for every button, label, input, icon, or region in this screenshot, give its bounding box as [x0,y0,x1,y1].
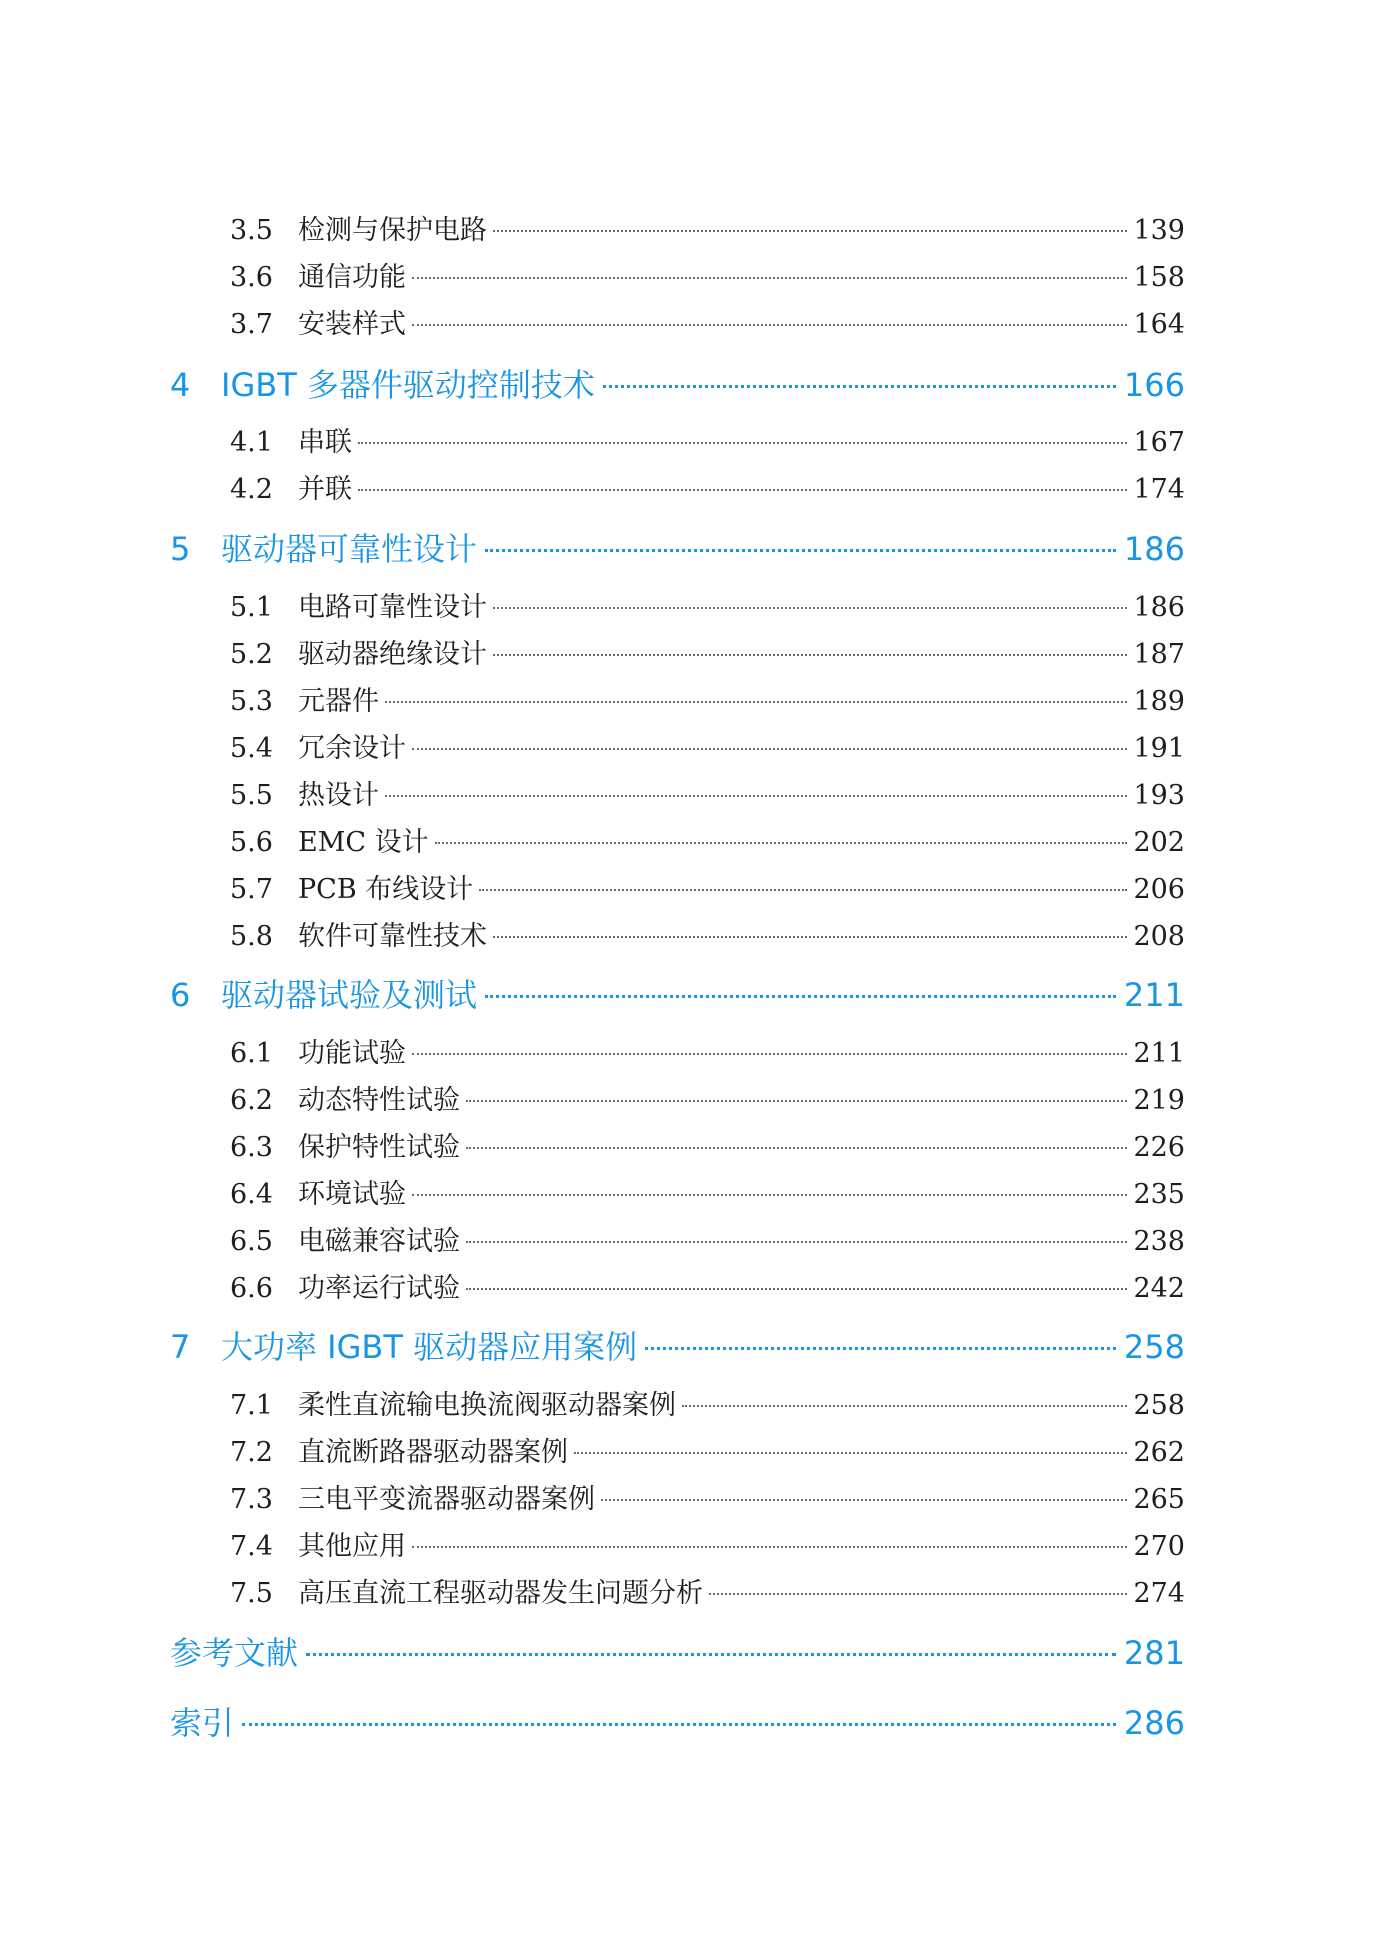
toc-section-entry[interactable] [230,302,1185,342]
entry-number: 6.6 [230,1273,273,1304]
toc-chapter-entry[interactable] [170,970,1185,1018]
entry-number: 6.1 [230,1038,273,1069]
entry-title: 冗余设计 [298,733,406,764]
entry-title: 环境试验 [298,1179,406,1210]
toc-section-entry[interactable] [230,1430,1185,1470]
entry-title: 保护特性试验 [298,1132,460,1163]
entry-page-number: 158 [1133,262,1185,293]
entry-number: 7.2 [230,1437,273,1468]
dot-leader [479,889,1127,891]
dot-leader [466,1147,1127,1149]
entry-number: 5.2 [230,639,273,670]
entry-number: 5.6 [230,827,273,858]
entry-page-number: 219 [1133,1085,1185,1116]
entry-number: 7.3 [230,1484,273,1515]
entry-number: 7.1 [230,1390,273,1421]
dot-leader [645,1347,1116,1350]
toc-section-entry[interactable] [230,1571,1185,1611]
entry-title: 驱动器绝缘设计 [298,639,487,670]
entry-number: 5.5 [230,780,273,811]
toc-section-entry[interactable] [230,773,1185,813]
entry-title: 软件可靠性技术 [298,921,487,952]
toc-chapter-entry[interactable] [170,1628,1185,1676]
dot-leader [493,230,1127,232]
entry-title: EMC 设计 [298,827,429,858]
entry-page-number: 286 [1123,1704,1185,1742]
entry-page-number: 187 [1133,639,1185,670]
entry-title: 电路可靠性设计 [298,592,487,623]
entry-title: 驱动器可靠性设计 [221,530,478,568]
dot-leader [412,1053,1127,1055]
entry-title: 其他应用 [298,1531,406,1562]
dot-leader [358,489,1127,491]
toc-chapter-entry[interactable] [170,360,1185,408]
entry-title: 大功率 IGBT 驱动器应用案例 [221,1328,638,1366]
toc-section-entry[interactable] [230,679,1185,719]
entry-title: 功率运行试验 [298,1273,460,1304]
entry-number: 5.7 [230,874,273,905]
entry-title: 索引 [170,1704,235,1742]
entry-page-number: 206 [1133,874,1185,905]
entry-number: 7.4 [230,1531,273,1562]
dot-leader [493,607,1127,609]
entry-title: 参考文献 [170,1634,299,1672]
dot-leader [242,1723,1116,1726]
entry-title: 安装样式 [298,309,406,340]
entry-page-number: 167 [1133,427,1185,458]
toc-section-entry[interactable] [230,1078,1185,1118]
toc-section-entry[interactable] [230,1266,1185,1306]
dot-leader [412,324,1127,326]
entry-page-number: 238 [1133,1226,1185,1257]
entry-page-number: 235 [1133,1179,1185,1210]
toc-section-entry[interactable] [230,1031,1185,1071]
dot-leader [466,1100,1127,1102]
toc-section-entry[interactable] [230,467,1185,507]
entry-page-number: 202 [1133,827,1185,858]
toc-chapter-entry[interactable] [170,1322,1185,1370]
dot-leader [385,795,1127,797]
entry-page-number: 265 [1133,1484,1185,1515]
entry-number: 5 [170,530,191,568]
entry-page-number: 258 [1123,1328,1185,1366]
toc-section-entry[interactable] [230,1524,1185,1564]
dot-leader [574,1452,1127,1454]
entry-title: 功能试验 [298,1038,406,1069]
toc-section-entry[interactable] [230,914,1185,954]
dot-leader [601,1499,1127,1501]
toc-section-entry[interactable] [230,1477,1185,1517]
entry-number: 3.7 [230,309,273,340]
entry-page-number: 258 [1133,1390,1185,1421]
entry-number: 6 [170,976,191,1014]
dot-leader [466,1288,1127,1290]
dot-leader [435,842,1128,844]
dot-leader [709,1593,1127,1595]
entry-number: 5.3 [230,686,273,717]
entry-title: 并联 [298,474,352,505]
toc-section-entry[interactable] [230,1383,1185,1423]
entry-page-number: 270 [1133,1531,1185,1562]
entry-page-number: 189 [1133,686,1185,717]
entry-title: 电磁兼容试验 [298,1226,460,1257]
entry-title: IGBT 多器件驱动控制技术 [221,366,595,404]
entry-title: 直流断路器驱动器案例 [298,1437,568,1468]
entry-number: 3.6 [230,262,273,293]
dot-leader [682,1405,1127,1407]
entry-page-number: 211 [1123,976,1185,1014]
toc-section-entry[interactable] [230,632,1185,672]
entry-title: 检测与保护电路 [298,215,487,246]
toc-section-entry[interactable] [230,1172,1185,1212]
dot-leader [493,936,1127,938]
toc-section-entry[interactable] [230,420,1185,460]
entry-title: 元器件 [298,686,379,717]
entry-page-number: 242 [1133,1273,1185,1304]
entry-page-number: 193 [1133,780,1185,811]
entry-number: 5.8 [230,921,273,952]
entry-title: 柔性直流输电换流阀驱动器案例 [298,1390,676,1421]
entry-page-number: 226 [1133,1132,1185,1163]
entry-title: 通信功能 [298,262,406,293]
dot-leader [412,1546,1127,1548]
entry-page-number: 164 [1133,309,1185,340]
dot-leader [412,1194,1127,1196]
toc-chapter-entry[interactable] [170,1698,1185,1746]
entry-page-number: 281 [1123,1634,1185,1672]
toc-section-entry[interactable] [230,1125,1185,1165]
toc-section-entry[interactable] [230,208,1185,248]
entry-page-number: 274 [1133,1578,1185,1609]
entry-title: 串联 [298,427,352,458]
dot-leader [466,1241,1127,1243]
toc-section-entry[interactable] [230,255,1185,295]
dot-leader [493,654,1127,656]
entry-number: 7.5 [230,1578,273,1609]
dot-leader [485,995,1116,998]
entry-number: 4.2 [230,474,273,505]
entry-page-number: 166 [1123,366,1185,404]
dot-leader [485,549,1116,552]
entry-number: 7 [170,1328,191,1366]
entry-number: 4.1 [230,427,273,458]
entry-title: 驱动器试验及测试 [221,976,478,1014]
dot-leader [358,442,1127,444]
toc-section-entry[interactable] [230,820,1185,860]
dot-leader [412,748,1127,750]
toc-chapter-entry[interactable] [170,524,1185,572]
toc-section-entry[interactable] [230,867,1185,907]
dot-leader [306,1653,1116,1656]
entry-title: 三电平变流器驱动器案例 [298,1484,595,1515]
dot-leader [385,701,1127,703]
dot-leader [412,277,1127,279]
entry-page-number: 174 [1133,474,1185,505]
entry-title: 动态特性试验 [298,1085,460,1116]
entry-page-number: 186 [1123,530,1185,568]
entry-title: 高压直流工程驱动器发生问题分析 [298,1578,703,1609]
entry-number: 6.3 [230,1132,273,1163]
toc-section-entry[interactable] [230,726,1185,766]
entry-page-number: 211 [1133,1038,1185,1069]
entry-number: 4 [170,366,191,404]
entry-page-number: 186 [1133,592,1185,623]
entry-page-number: 191 [1133,733,1185,764]
entry-number: 6.2 [230,1085,273,1116]
entry-number: 5.1 [230,592,273,623]
entry-page-number: 262 [1133,1437,1185,1468]
entry-number: 6.4 [230,1179,273,1210]
entry-page-number: 208 [1133,921,1185,952]
entry-title: 热设计 [298,780,379,811]
entry-number: 5.4 [230,733,273,764]
entry-page-number: 139 [1133,215,1185,246]
entry-number: 6.5 [230,1226,273,1257]
entry-number: 3.5 [230,215,273,246]
entry-title: PCB 布线设计 [298,874,474,905]
toc-section-entry[interactable] [230,585,1185,625]
dot-leader [603,385,1116,388]
toc-section-entry[interactable] [230,1219,1185,1259]
